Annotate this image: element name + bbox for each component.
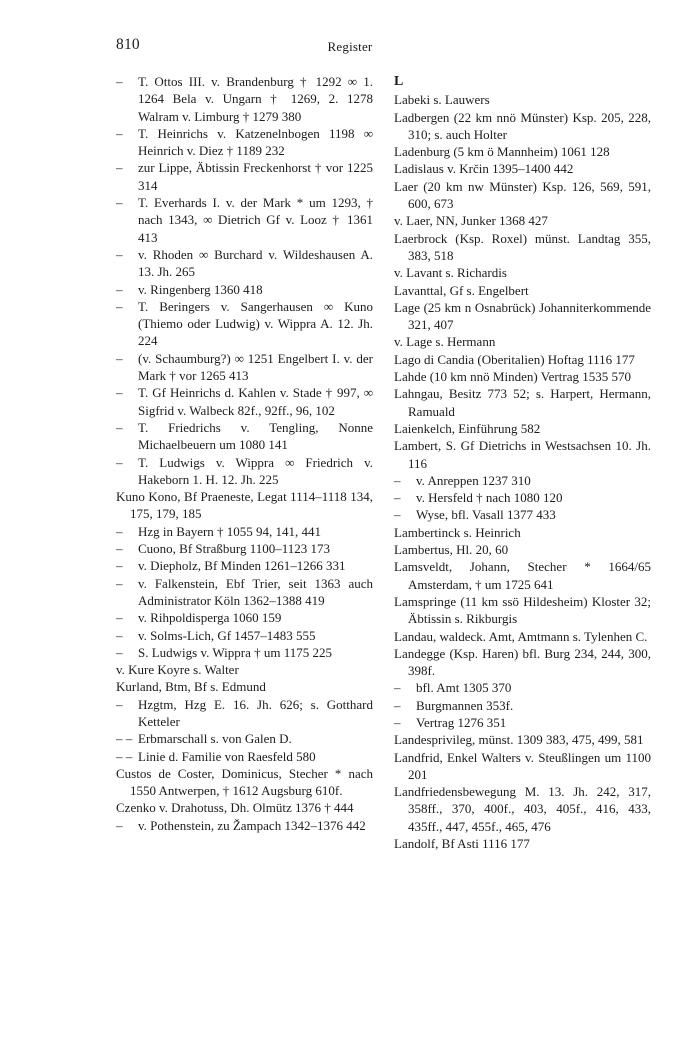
index-entry	[116, 799, 373, 816]
index-subentry	[116, 644, 373, 661]
entry-text: v. Rhoden ∞ Burchard v. Wildeshausen A. 13. Jh. 265	[138, 246, 373, 280]
entry-text: Landfrid, Enkel Walters v. Steußlingen um 1100 201	[394, 749, 651, 782]
entry-text: Custos de Coster, Dominicus, Stecher * nach 1550 Antwerpen, † 1612 Augsburg 610f.	[116, 765, 373, 799]
entry-text: Vertrag 1276 351	[416, 714, 507, 730]
index-subentry	[116, 575, 373, 610]
index-entry	[394, 835, 651, 852]
index-subentry	[116, 246, 373, 281]
entry-text: v. Lage s. Hermann	[394, 334, 496, 350]
subentry-dash: –	[116, 281, 123, 297]
index-subentry	[116, 384, 373, 419]
index-entry	[394, 628, 651, 645]
index-subentry	[116, 350, 373, 385]
entry-text: Landfriedensbewegung M. 13. Jh. 242, 317, 358ff., 370, 400f., 403, 405f., 416, 433, 435ff., 447, 455f., 465, 476	[394, 784, 651, 834]
entry-text: T. Heinrichs v. Katzenelnbogen 1198 ∞ Heinrich v. Diez † 1189 232	[138, 125, 373, 159]
index-subentry	[116, 159, 373, 194]
subentry-dash: –	[116, 419, 123, 435]
entry-text: Lage (25 km n Osnabrück) Johanniterkommende 321, 407	[394, 299, 651, 333]
index-entry	[394, 143, 651, 160]
page-number: 810	[116, 36, 140, 53]
entry-text: Ladislaus v. Krčin 1395–1400 442	[394, 161, 574, 177]
index-entry	[116, 661, 373, 678]
index-subentry	[116, 523, 373, 540]
subentry-dash: –	[116, 195, 123, 211]
entry-text: Lahde (10 km nnö Minden) Vertrag 1535 570	[394, 369, 631, 385]
entry-text: Laer (20 km nw Münster) Ksp. 126, 569, 591, 600, 673	[394, 178, 651, 212]
entry-text: bfl. Amt 1305 370	[416, 680, 512, 696]
index-entry	[394, 109, 651, 144]
entry-text: v. Rihpoldisperga 1060 159	[138, 610, 282, 626]
index-entry	[394, 524, 651, 541]
entry-text: Lambert, S. Gf Dietrichs in Westsachsen 10. Jh. 116	[394, 438, 651, 471]
entry-text: Landesprivileg, münst. 1309 383, 475, 499, 581	[394, 732, 644, 748]
index-subentry	[394, 679, 651, 696]
subentry-dash: –	[116, 541, 123, 557]
index-subentry	[116, 540, 373, 557]
index-entry	[116, 765, 373, 800]
entry-text: Lamspringe (11 km ssö Hildesheim) Kloster 32; Äbtissin s. Rikburgis	[394, 593, 651, 627]
subentry-dash: –	[116, 298, 123, 314]
index-subentry	[116, 748, 373, 765]
entry-text: Lamsveldt, Johann, Stecher * 1664/65 Amsterdam, † um 1725 641	[394, 559, 651, 592]
entry-text: Kuno Kono, Bf Praeneste, Legat 1114–1118 134, 175, 179, 185	[116, 489, 373, 522]
subentry-dash: –	[394, 697, 401, 713]
index-entry	[394, 368, 651, 385]
entry-text: v. Lavant s. Richardis	[394, 265, 507, 281]
subentry-dash: –	[394, 507, 401, 523]
index-subentry	[116, 125, 373, 160]
entry-text: Burgmannen 353f.	[416, 697, 514, 713]
index-entry	[394, 91, 651, 108]
index-entry	[394, 160, 651, 177]
entry-text: Landau, waldeck. Amt, Amtmann s. Tylenhen C.	[394, 628, 648, 644]
entry-text: Cuono, Bf Straßburg 1100–1123 173	[138, 541, 330, 557]
subentry-dash: – –	[116, 748, 133, 764]
subentry-dash: –	[116, 454, 123, 470]
entry-text: Hzg in Bayern † 1055 94, 141, 441	[138, 523, 322, 539]
entry-text: Wyse, bfl. Vasall 1377 433	[416, 507, 556, 523]
entry-text: v. Hersfeld † nach 1080 120	[416, 490, 563, 506]
entry-text: Lago di Candia (Oberitalien) Hoftag 1116 177	[394, 351, 635, 367]
entry-text: zur Lippe, Äbtissin Freckenhorst † vor 1225 314	[138, 160, 373, 193]
subentry-dash: –	[116, 644, 123, 660]
index-subentry	[116, 281, 373, 298]
section-letter	[394, 73, 651, 90]
subentry-dash: –	[394, 680, 401, 696]
entry-text: v. Ringenberg 1360 418	[138, 281, 263, 297]
index-entry	[394, 783, 651, 835]
subentry-dash: –	[116, 350, 123, 366]
index-column-left	[116, 73, 373, 834]
entry-text: T. Beringers v. Sangerhausen ∞ Kuno (Thiemo oder Ludwig) v. Wippra A. 12. Jh. 224	[138, 298, 373, 349]
entry-text: v. Diepholz, Bf Minden 1261–1266 331	[138, 558, 346, 574]
entry-text: T. Ottos III. v. Brandenburg † 1292 ∞ 1. 1264 Bela v. Ungarn † 1269, 2. 1278 Walram v. Limburg † 1279 380	[138, 74, 373, 124]
entry-text: T. Everhards I. v. der Mark * um 1293, † nach 1343, ∞ Dietrich Gf v. Looz † 1361 413	[138, 195, 373, 245]
index-subentry	[116, 73, 373, 125]
subentry-dash: –	[116, 523, 123, 539]
index-subentry	[116, 627, 373, 644]
index-entry	[394, 541, 651, 558]
index-entry	[116, 678, 373, 695]
entry-text: Czenko v. Drahotuss, Dh. Olmütz 1376 † 444	[116, 800, 354, 816]
entry-text: Kurland, Btm, Bf s. Edmund	[116, 679, 266, 695]
entry-text: v. Kure Koyre s. Walter	[116, 662, 239, 678]
index-subentry	[116, 557, 373, 574]
running-title: Register	[327, 39, 373, 54]
index-subentry	[116, 298, 373, 350]
entry-text: Erbmarschall s. von Galen D.	[138, 731, 292, 747]
index-subentry	[116, 609, 373, 626]
entry-text: Ladbergen (22 km nnö Münster) Ksp. 205, 228, 310; s. auch Holter	[394, 109, 651, 142]
entry-text: Landolf, Bf Asti 1116 177	[394, 836, 530, 852]
index-subentry	[116, 194, 373, 246]
entry-text: Lambertinck s. Heinrich	[394, 524, 521, 540]
entry-text: T. Friedrichs v. Tengling, Nonne Michaelbeuern um 1080 141	[138, 419, 373, 453]
entry-text: v. Falkenstein, Ebf Trier, seit 1363 auch Administrator Köln 1362–1388 419	[138, 575, 373, 608]
index-column-right	[394, 73, 651, 852]
subentry-dash: –	[116, 246, 123, 262]
index-subentry	[394, 697, 651, 714]
index-entry	[394, 351, 651, 368]
entry-text: T. Ludwigs v. Wippra ∞ Friedrich v. Hakeborn 1. H. 12. Jh. 225	[138, 454, 373, 487]
index-entry	[394, 282, 651, 299]
index-subentry	[116, 419, 373, 454]
index-entry	[394, 420, 651, 437]
index-subentry	[116, 817, 373, 834]
entry-text: S. Ludwigs v. Wippra † um 1175 225	[138, 644, 332, 660]
subentry-dash: –	[116, 385, 123, 401]
index-entry	[394, 212, 651, 229]
entry-text: v. Anreppen 1237 310	[416, 472, 531, 488]
subentry-dash: –	[116, 74, 123, 89]
subentry-dash: –	[116, 627, 123, 643]
subentry-dash: –	[116, 696, 123, 712]
entry-text: Laienkelch, Einführung 582	[394, 420, 541, 436]
subentry-dash: – –	[116, 731, 133, 747]
subentry-dash: –	[116, 558, 123, 574]
index-subentry	[116, 696, 373, 731]
subentry-dash: –	[116, 575, 123, 591]
index-subentry	[116, 454, 373, 489]
entry-text: Ladenburg (5 km ö Mannheim) 1061 128	[394, 144, 610, 160]
entry-text: (v. Schaumburg?) ∞ 1251 Engelbert I. v. der Mark † vor 1265 413	[138, 350, 373, 384]
entry-text: Linie d. Familie von Raesfeld 580	[138, 748, 316, 764]
index-entry	[394, 333, 651, 350]
index-entry	[394, 264, 651, 281]
entry-text: Lahngau, Besitz 773 52; s. Harpert, Hermann, Ramuald	[394, 386, 651, 419]
entry-text: v. Pothenstein, zu Žampach 1342–1376 442	[138, 817, 366, 833]
index-subentry	[394, 472, 651, 489]
entry-text: Hzgtm, Hzg E. 16. Jh. 626; s. Gotthard Ketteler	[138, 696, 373, 729]
index-entry	[394, 299, 651, 334]
subentry-dash: –	[394, 472, 401, 488]
entry-text: Landegge (Ksp. Haren) bfl. Burg 234, 244, 300, 398f.	[394, 645, 651, 679]
subentry-dash: –	[116, 125, 123, 141]
index-entry	[394, 731, 651, 748]
entry-text: v. Laer, NN, Junker 1368 427	[394, 213, 548, 229]
index-subentry	[394, 506, 651, 523]
entry-text: Laerbrock (Ksp. Roxel) münst. Landtag 355, 383, 518	[394, 230, 651, 263]
entry-text: v. Solms-Lich, Gf 1457–1483 555	[138, 627, 316, 643]
subentry-dash: –	[116, 610, 123, 626]
index-subentry	[394, 489, 651, 506]
subentry-dash: –	[394, 490, 401, 506]
index-subentry	[116, 730, 373, 747]
index-entry	[394, 749, 651, 784]
entry-text: Lambertus, Hl. 20, 60	[394, 542, 509, 558]
entry-text: Lavanttal, Gf s. Engelbert	[394, 282, 529, 298]
index-subentry	[394, 714, 651, 731]
entry-text: Labeki s. Lauwers	[394, 92, 490, 108]
index-entry	[394, 645, 651, 680]
entry-text: T. Gf Heinrichs d. Kahlen v. Stade † 997, ∞ Sigfrid v. Walbeck 82f., 92ff., 96, 102	[138, 385, 373, 418]
subentry-dash: –	[394, 714, 401, 730]
subentry-dash: –	[116, 160, 123, 176]
index-entry	[394, 437, 651, 472]
index-entry	[394, 178, 651, 213]
index-entry	[394, 558, 651, 593]
index-entry	[394, 230, 651, 265]
index-entry	[394, 385, 651, 420]
subentry-dash: –	[116, 817, 123, 833]
entry-text: L	[394, 74, 404, 89]
index-entry	[116, 488, 373, 523]
index-entry	[394, 593, 651, 628]
